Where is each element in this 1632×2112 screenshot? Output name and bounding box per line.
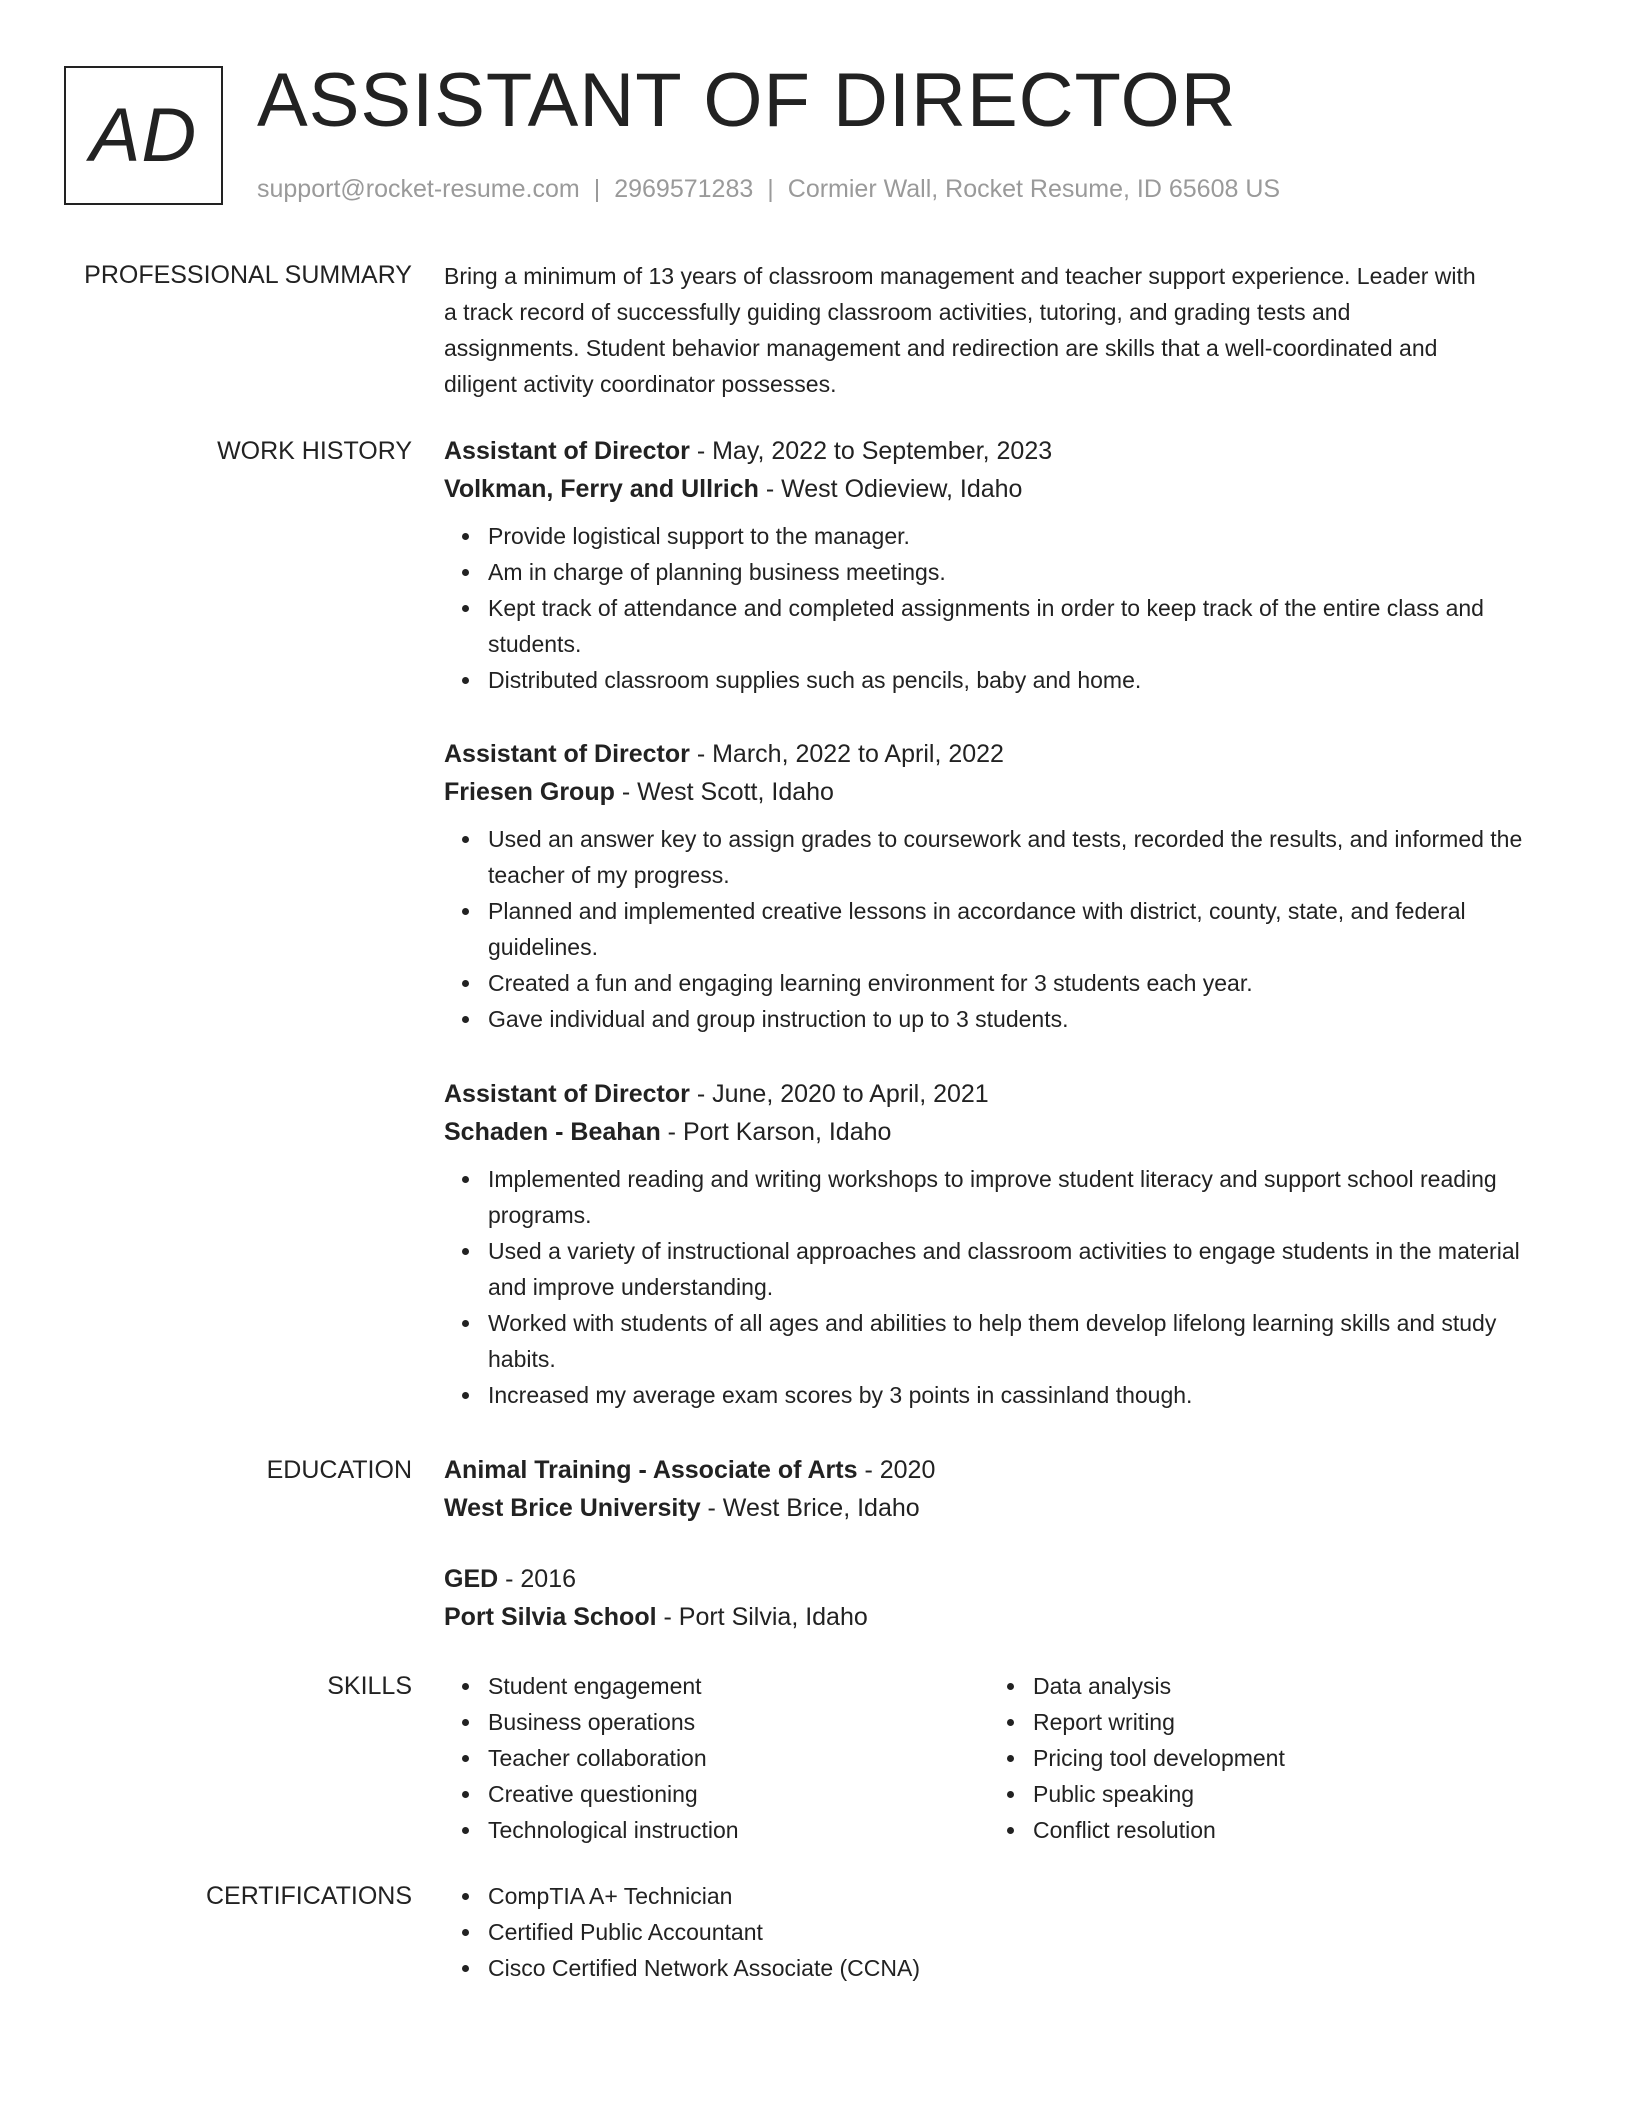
monogram-box [64, 66, 223, 205]
education-school-line [444, 1489, 935, 1527]
summary-text [444, 258, 1556, 402]
education-degree: GED [444, 1565, 499, 1593]
summary-line: a track record of successfully guiding classroom activities, tutoring, and grading tests and [444, 299, 1351, 325]
skill-item: Public speaking [1033, 1776, 1509, 1812]
job-title: Assistant of Director [444, 437, 690, 465]
contact-email: support@rocket-resume.com [257, 175, 580, 203]
job-entry [444, 1075, 1556, 1413]
job-entry [444, 735, 1556, 1037]
job-bullet: Distributed classroom supplies such as pencils, baby and home. [488, 662, 1556, 698]
job-dates: - June, 2020 to April, 2021 [689, 1080, 989, 1108]
job-bullet: Am in charge of planning business meetings. [488, 554, 1556, 590]
job-bullet: Gave individual and group instruction to up to 3 students. [488, 1001, 1556, 1037]
certifications-list [444, 1878, 1244, 1986]
job-company: Friesen Group [444, 778, 615, 806]
job-bullet: Planned and implemented creative lessons in accordance with district, county, state, and federal guidelines. [488, 893, 1556, 965]
certification-item: Certified Public Accountant [488, 1914, 1244, 1950]
job-bullets [444, 821, 1556, 1037]
education-location: - West Brice, Idaho [700, 1494, 920, 1522]
job-title-line [444, 735, 1556, 773]
monogram-initials: AD [89, 93, 198, 178]
job-company-line [444, 1113, 1556, 1151]
skill-item: Creative questioning [488, 1776, 964, 1812]
skill-item: Report writing [1033, 1704, 1509, 1740]
resume-name: ASSISTANT OF DIRECTOR [257, 58, 1237, 143]
skill-item: Business operations [488, 1704, 964, 1740]
job-location: - West Scott, Idaho [614, 778, 834, 806]
job-bullet: Implemented reading and writing workshops to improve student literacy and support school reading programs. [488, 1161, 1556, 1233]
skills-list [444, 1668, 964, 1848]
section-label-certifications: CERTIFICATIONS [205, 1882, 412, 1910]
education-year: - 2020 [857, 1456, 936, 1484]
certification-item: CompTIA A+ Technician [488, 1878, 1244, 1914]
contact-address: Cormier Wall, Rocket Resume, ID 65608 US [787, 175, 1281, 203]
job-location: - West Odieview, Idaho [758, 475, 1023, 503]
job-bullets [444, 1161, 1556, 1413]
education-school: Port Silvia School [444, 1603, 657, 1631]
education-degree-line [444, 1560, 868, 1598]
education-degree: Animal Training - Associate of Arts [444, 1456, 858, 1484]
education-degree-line [444, 1451, 935, 1489]
section-label-skills: SKILLS [327, 1672, 412, 1700]
contact-phone: 2969571283 [614, 175, 754, 203]
section-label-education: EDUCATION [266, 1456, 412, 1484]
education-entry [444, 1560, 868, 1636]
job-bullet: Used a variety of instructional approaches and classroom activities to engage students in the material and improve understanding. [488, 1233, 1556, 1305]
job-title: Assistant of Director [444, 1080, 690, 1108]
summary-line: diligent activity coordinator possesses. [444, 371, 837, 397]
job-title-line [444, 1075, 1556, 1113]
section-label-work-history: WORK HISTORY [217, 437, 412, 465]
summary-line: Bring a minimum of 13 years of classroom management and teacher support experience. Leader with [444, 263, 1476, 289]
contact-separator: | [767, 175, 774, 203]
contact-separator: | [593, 175, 601, 203]
job-dates: - March, 2022 to April, 2022 [689, 740, 1004, 768]
education-location: - Port Silvia, Idaho [656, 1603, 868, 1631]
job-title-line [444, 432, 1556, 470]
job-bullets [444, 518, 1556, 698]
skill-item: Student engagement [488, 1668, 964, 1704]
job-bullet: Increased my average exam scores by 3 points in cassinland though. [488, 1377, 1556, 1413]
job-title: Assistant of Director [444, 740, 690, 768]
skill-item: Conflict resolution [1033, 1812, 1509, 1848]
skill-item: Teacher collaboration [488, 1740, 964, 1776]
job-bullet: Provide logistical support to the manager. [488, 518, 1556, 554]
contact-line [257, 172, 1280, 206]
skills-column-right [989, 1668, 1509, 1848]
certification-item: Cisco Certified Network Associate (CCNA) [488, 1950, 1244, 1986]
job-bullet: Worked with students of all ages and abilities to help them develop lifelong learning skills and study habits. [488, 1305, 1556, 1377]
education-entry [444, 1451, 935, 1527]
job-entry [444, 432, 1556, 698]
skills-list [989, 1668, 1509, 1848]
job-company: Schaden - Beahan [444, 1118, 661, 1146]
job-company: Volkman, Ferry and Ullrich [444, 475, 759, 503]
skill-item: Pricing tool development [1033, 1740, 1509, 1776]
job-bullet: Used an answer key to assign grades to coursework and tests, recorded the results, and informed the teacher of my progress. [488, 821, 1556, 893]
certifications-column [444, 1878, 1244, 1986]
education-school-line [444, 1598, 868, 1636]
summary-line: assignments. Student behavior management and redirection are skills that a well-coordinated and [444, 335, 1438, 361]
section-label-summary: PROFESSIONAL SUMMARY [84, 261, 412, 289]
education-year: - 2016 [498, 1565, 577, 1593]
job-location: - Port Karson, Idaho [660, 1118, 892, 1146]
education-school: West Brice University [444, 1494, 701, 1522]
job-company-line [444, 470, 1556, 508]
skill-item: Data analysis [1033, 1668, 1509, 1704]
job-dates: - May, 2022 to September, 2023 [689, 437, 1053, 465]
skill-item: Technological instruction [488, 1812, 964, 1848]
job-company-line [444, 773, 1556, 811]
job-bullet: Kept track of attendance and completed assignments in order to keep track of the entire class and students. [488, 590, 1556, 662]
job-bullet: Created a fun and engaging learning environment for 3 students each year. [488, 965, 1556, 1001]
skills-column-left [444, 1668, 964, 1848]
